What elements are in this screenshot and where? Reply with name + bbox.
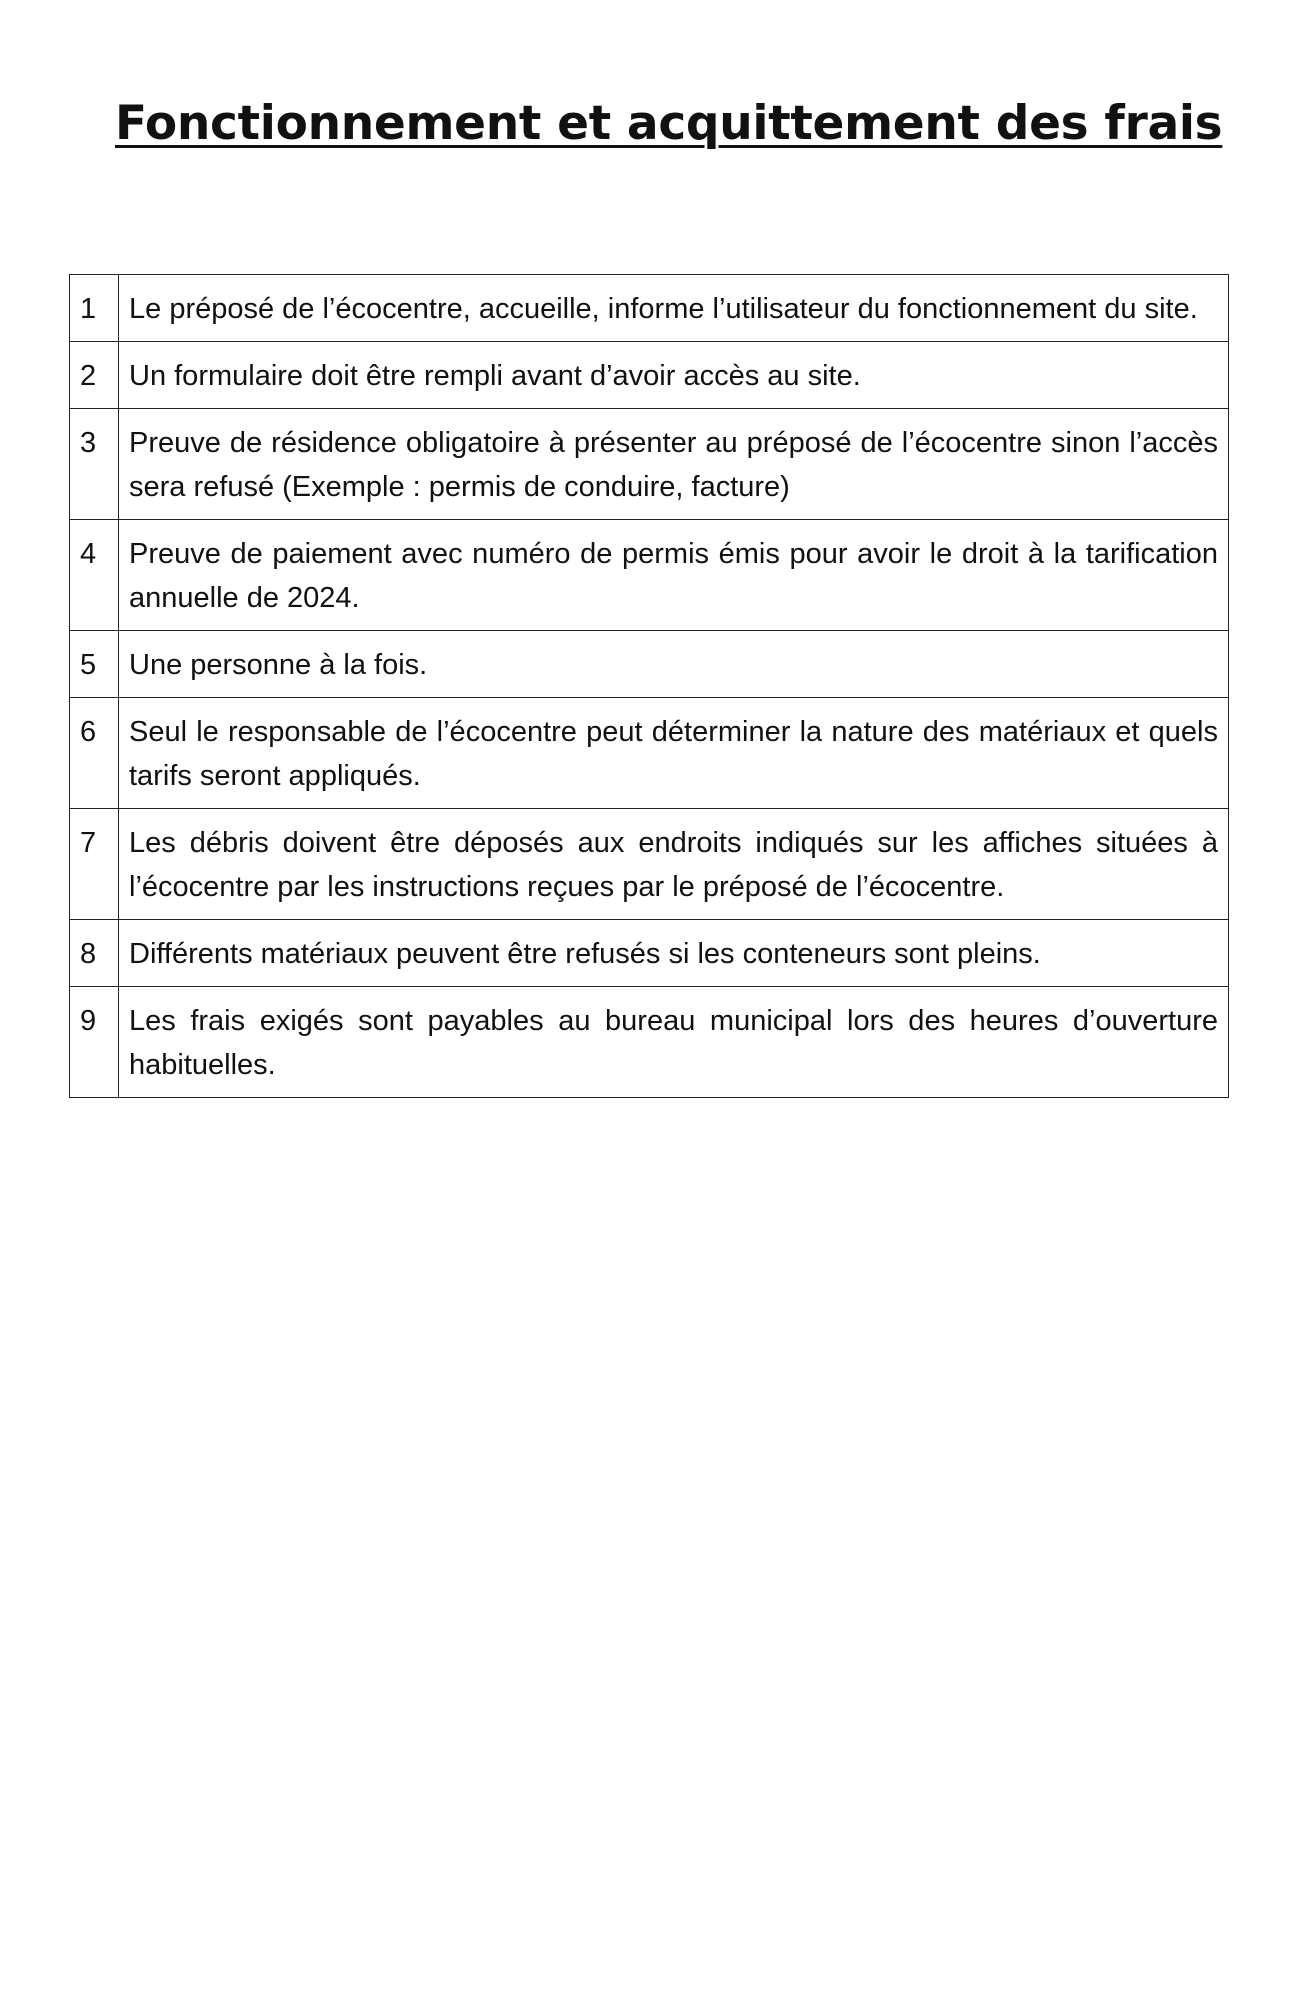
table-row — [70, 920, 1229, 987]
table-row — [70, 275, 1229, 342]
rule-text: Preuve de résidence obligatoire à présenter au préposé de l’écocentre sinon l’accès sera refusé (Exemple : permis de conduire, facture) — [119, 409, 1229, 520]
rule-text: Les frais exigés sont payables au bureau municipal lors des heures d’ouverture habituelles. — [119, 987, 1229, 1098]
table-row — [70, 809, 1229, 920]
table-row — [70, 698, 1229, 809]
rule-text: Preuve de paiement avec numéro de permis émis pour avoir le droit à la tarification annuelle de 2024. — [119, 520, 1229, 631]
rule-text: Le préposé de l’écocentre, accueille, informe l’utilisateur du fonctionnement du site. — [119, 275, 1229, 342]
rule-number: 9 — [70, 987, 119, 1098]
rule-number: 5 — [70, 631, 119, 698]
rule-number: 3 — [70, 409, 119, 520]
rules-table — [69, 274, 1229, 1098]
rule-text: Les débris doivent être déposés aux endroits indiqués sur les affiches situées à l’écocentre par les instructions reçues par le préposé de l’écocentre. — [119, 809, 1229, 920]
rule-number: 4 — [70, 520, 119, 631]
table-row — [70, 987, 1229, 1098]
rule-number: 1 — [70, 275, 119, 342]
page-title: Fonctionnement et acquittement des frais — [115, 96, 1223, 151]
table-row — [70, 409, 1229, 520]
rule-text: Un formulaire doit être rempli avant d’avoir accès au site. — [119, 342, 1229, 409]
rule-number: 7 — [70, 809, 119, 920]
rule-number: 2 — [70, 342, 119, 409]
rule-text: Une personne à la fois. — [119, 631, 1229, 698]
table-row — [70, 520, 1229, 631]
rule-text: Seul le responsable de l’écocentre peut déterminer la nature des matériaux et quels tarifs seront appliqués. — [119, 698, 1229, 809]
table-row — [70, 342, 1229, 409]
rule-number: 8 — [70, 920, 119, 987]
table-row — [70, 631, 1229, 698]
rule-text: Différents matériaux peuvent être refusés si les conteneurs sont pleins. — [119, 920, 1229, 987]
rule-number: 6 — [70, 698, 119, 809]
